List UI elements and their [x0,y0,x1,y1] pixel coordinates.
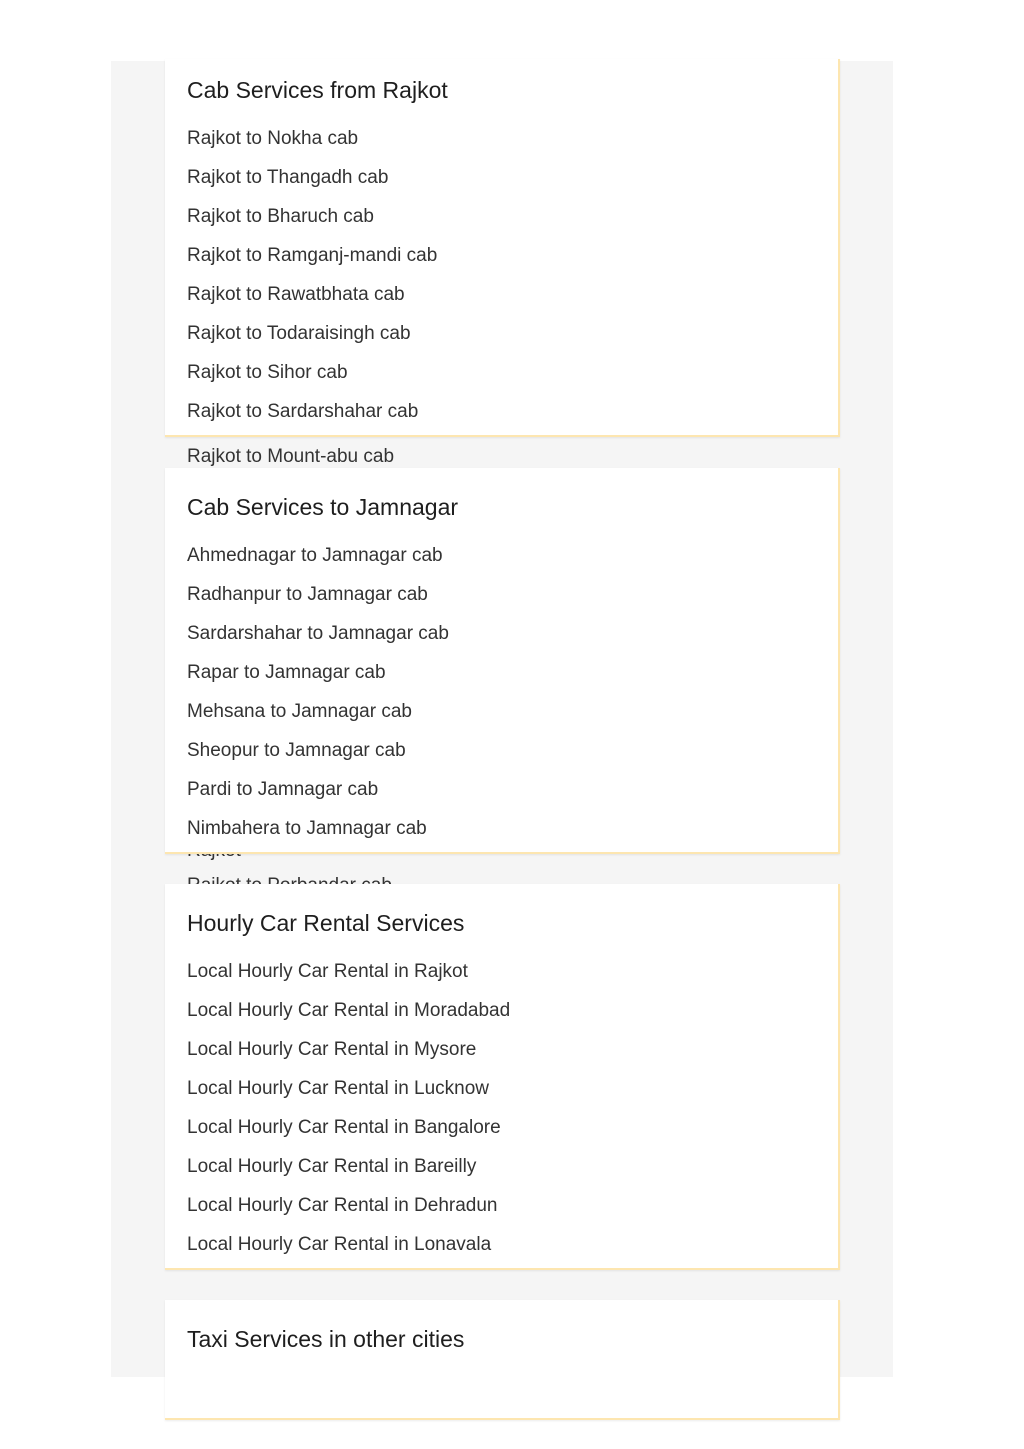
list-item[interactable]: Nimbahera to Jamnagar cab [187,818,427,839]
list-item[interactable]: Rajkot to Ramganj-mandi cab [187,245,438,266]
list-item[interactable]: Ahmednagar to Jamnagar cab [187,545,443,566]
list-item[interactable]: Rajkot to Thangadh cab [187,167,389,188]
list-item[interactable]: Pardi to Jamnagar cab [187,779,379,800]
list-item[interactable]: Sardarshahar to Jamnagar cab [187,623,449,644]
list-item[interactable]: Rajkot to Sihor cab [187,362,348,383]
section-title: Cab Services to Jamnagar [187,494,459,520]
link-list [187,536,816,840]
link-list [187,952,816,1256]
list-item[interactable]: Rajkot to Todaraisingh cab [187,323,411,344]
list-item[interactable]: Local Hourly Car Rental in Dehradun [187,1195,498,1216]
section-hourly-car-rental [165,884,840,1270]
list-item[interactable]: Local Hourly Car Rental in Moradabad [187,1000,511,1021]
section-taxi-services-other-cities [165,1300,840,1420]
content-background [111,61,893,1377]
section-cab-services-from-rajkot [165,59,840,437]
list-item[interactable]: Rajkot to Nokha cab [187,128,359,149]
section-cab-services-to-jamnagar [165,468,840,854]
section-title: Cab Services from Rajkot [187,77,448,103]
list-item[interactable]: Local Hourly Car Rental in Mysore [187,1039,477,1060]
list-item[interactable]: Rajkot to Rawatbhata cab [187,284,405,305]
section-title: Hourly Car Rental Services [187,910,465,936]
list-item[interactable]: Local Hourly Car Rental in Bangalore [187,1117,501,1138]
list-item[interactable]: Sheopur to Jamnagar cab [187,740,406,761]
section-title: Taxi Services in other cities [187,1326,465,1352]
list-item[interactable]: Local Hourly Car Rental in Lonavala [187,1234,492,1255]
list-item[interactable]: Radhanpur to Jamnagar cab [187,584,428,605]
list-item[interactable]: Rapar to Jamnagar cab [187,662,386,683]
link-list [187,119,816,431]
list-item[interactable]: Rajkot to Sardarshahar cab [187,401,419,422]
list-item[interactable]: Local Hourly Car Rental in Lucknow [187,1078,490,1099]
list-item[interactable]: Local Hourly Car Rental in Bareilly [187,1156,477,1177]
list-item[interactable]: Mehsana to Jamnagar cab [187,701,412,722]
list-item[interactable]: Rajkot to Bharuch cab [187,206,374,227]
list-item-overflow[interactable] [187,866,392,884]
list-item-overflow[interactable]: Rajkot to Mount-abu cab [187,446,395,467]
list-item[interactable]: Local Hourly Car Rental in Rajkot [187,961,468,982]
